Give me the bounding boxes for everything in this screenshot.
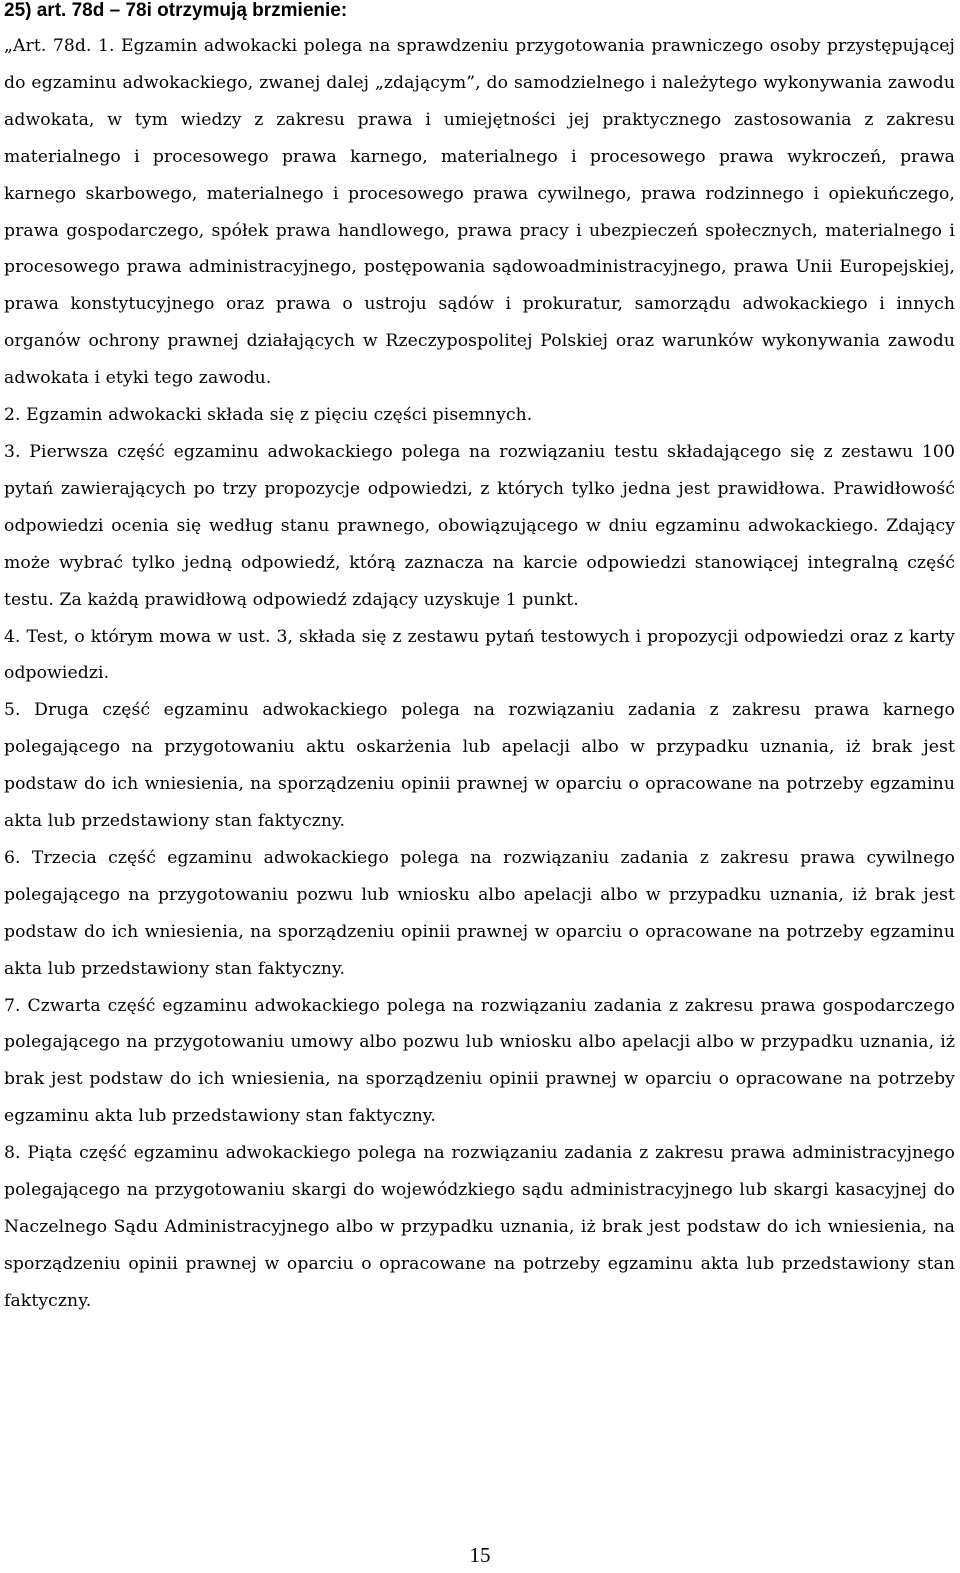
section-heading: 25) art. 78d – 78i otrzymują brzmienie:	[4, 0, 348, 21]
paragraph-4: 4. Test, o którym mowa w ust. 3, składa się z zestawu pytań testowych i propozycji odpowiedzi oraz z karty odpowiedzi.	[4, 626, 955, 684]
paragraph-5: 5. Druga część egzaminu adwokackiego polega na rozwiązaniu zadania z zakresu prawa karnego polegającego na przygotowaniu aktu oskarżenia lub apelacji albo w przypadku uznania, iż brak jest podstaw do ich wniesienia, na sporządzeniu opinii prawnej w oparciu o opracowane na potrzeby egzaminu akta lub przedstawiony stan faktyczny.	[4, 700, 955, 832]
paragraph-2: 2. Egzamin adwokacki składa się z pięciu części pisemnych.	[4, 405, 533, 426]
paragraph-3: 3. Pierwsza część egzaminu adwokackiego polega na rozwiązaniu testu składającego się z zestawu 100 pytań zawierających po trzy propozycje odpowiedzi, z których tylko jedna jest prawidłowa. Prawidłowość odpowiedzi ocenia się według stanu prawnego, obowiązującego w dniu egzaminu adwokackiego. Zdający może wybrać tylko jedną odpowiedź, którą zaznacza na karcie odpowiedzi stanowiącej integralną część testu. Za każdą prawidłową odpowiedź zdający uzyskuje 1 punkt.	[4, 441, 955, 610]
page-number: 15	[469, 1543, 491, 1567]
paragraph-6: 6. Trzecia część egzaminu adwokackiego polega na rozwiązaniu zadania z zakresu prawa cywilnego polegającego na przygotowaniu pozwu lub wniosku albo apelacji albo w przypadku uznania, iż brak jest podstaw do ich wniesienia, na sporządzeniu opinii prawnej w oparciu o opracowane na potrzeby egzaminu akta lub przedstawiony stan faktyczny.	[4, 847, 955, 979]
paragraph-8: 8. Piąta część egzaminu adwokackiego polega na rozwiązaniu zadania z zakresu prawa administracyjnego polegającego na przygotowaniu skargi do wojewódzkiego sądu administracyjnego lub skargi kasacyjnej do Naczelnego Sądu Administracyjnego albo w przypadku uznania, iż brak jest podstaw do ich wniesienia, na sporządzeniu opinii prawnej w oparciu o opracowane na potrzeby egzaminu akta lub przedstawiony stan faktyczny.	[4, 1143, 955, 1311]
paragraph-art-78d-1: „Art. 78d. 1. Egzamin adwokacki polega na sprawdzeniu przygotowania prawniczego osoby przystępującej do egzaminu adwokackiego, zwanej dalej „zdającym”, do samodzielnego i należytego wykonywania zawodu adwokata, w tym wiedzy z zakresu prawa i umiejętności jej praktycznego zastosowania z zakresu materialnego i procesowego prawa karnego, materialnego i procesowego prawa wykroczeń, prawa karnego skarbowego, materialnego i procesowego prawa cywilnego, prawa rodzinnego i opiekuńczego, prawa gospodarczego, spółek prawa handlowego, prawa pracy i ubezpieczeń społecznych, materialnego i procesowego prawa administracyjnego, postępowania sądowoadministracyjnego, prawa Unii Europejskiej, prawa konstytucyjnego oraz prawa o ustroju sądów i prokuratur, samorządu adwokackiego i innych organów ochrony prawnej działających w Rzeczypospolitej Polskiej oraz warunków wykonywania zawodu adwokata i etyki tego zawodu.	[4, 36, 955, 389]
paragraph-7: 7. Czwarta część egzaminu adwokackiego polega na rozwiązaniu zadania z zakresu prawa gospodarczego polegającego na przygotowaniu umowy albo pozwu lub wniosku albo apelacji albo w przypadku uznania, iż brak jest podstaw do ich wniesienia, na sporządzeniu opinii prawnej w oparciu o opracowane na potrzeby egzaminu akta lub przedstawiony stan faktyczny.	[4, 995, 955, 1127]
document-page	[4, 0, 955, 1320]
